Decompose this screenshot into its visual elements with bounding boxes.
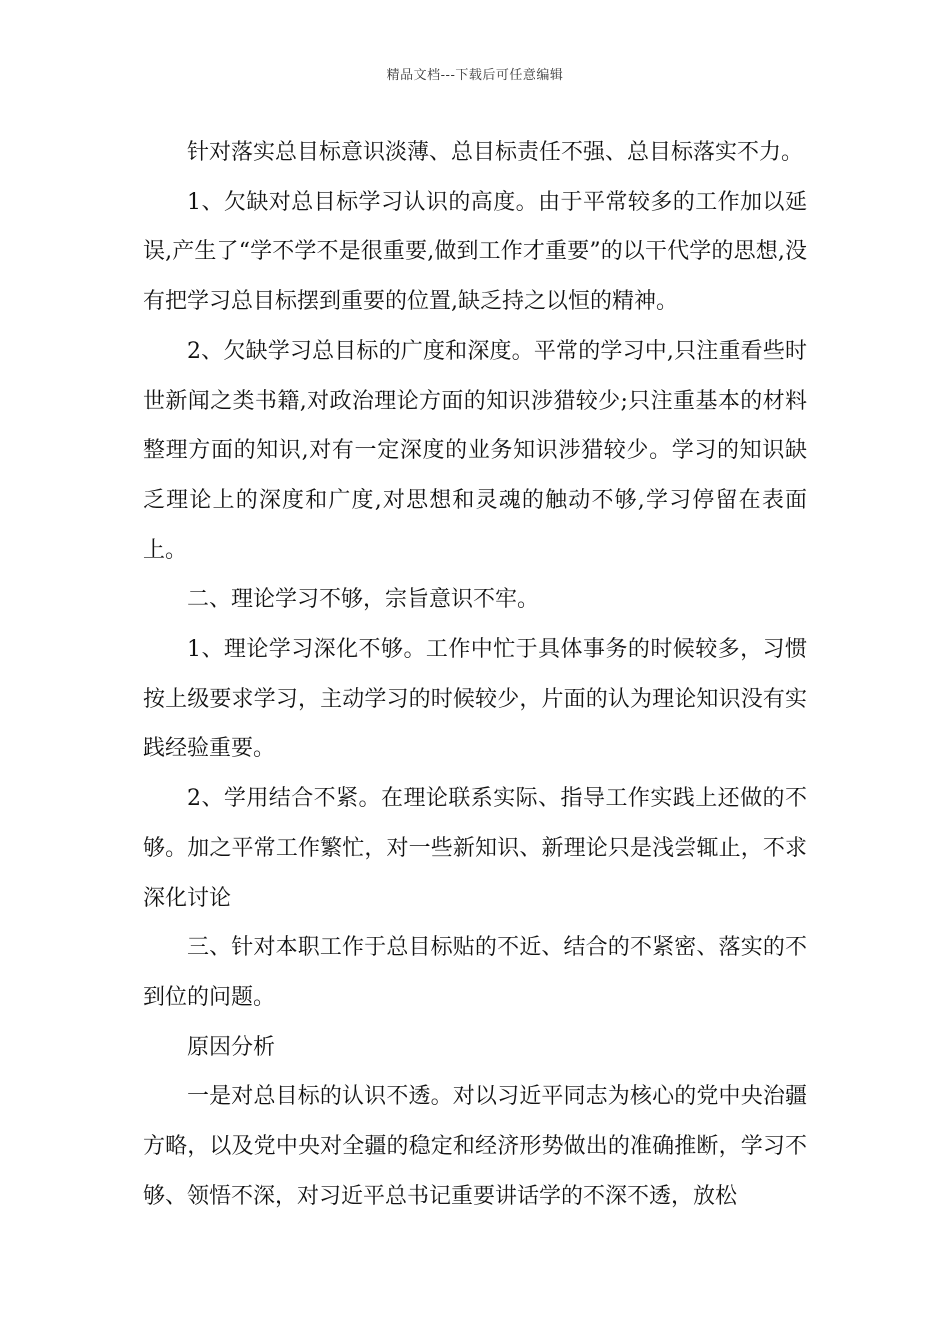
page-header: 精品文档---下载后可任意编辑 [386, 68, 564, 83]
paragraph: 2、欠缺学习总目标的广度和深度。平常的学习中,只注重看些时世新闻之类书籍,对政治理论方面的知识涉猎较少;只注重基本的材料整理方面的知识,对有一定深度的业务知识涉猎较少。学习的知识缺乏理论上的深度和广度,对思想和灵魂的触动不够,学习停留在表面上。 [143, 338, 807, 563]
paragraph: 一是对总目标的认识不透。对以习近平同志为核心的党中央治疆方略，以及党中央对全疆的稳定和经济形势做出的准确推断，学习不够、领悟不深，对习近平总书记重要讲话学的不深不透，放松 [143, 1084, 807, 1209]
section-heading: 三、针对本职工作于总目标贴的不近、结合的不紧密、落实的不到位的问题。 [143, 935, 807, 1010]
section-heading: 二、理论学习不够，宗旨意识不牢。 [187, 587, 540, 613]
paragraph: 针对落实总目标意识淡薄、总目标责任不强、总目标落实不力。 [187, 140, 804, 165]
document-body [143, 128, 807, 1221]
subheading: 原因分析 [187, 1034, 276, 1060]
paragraph: 1、欠缺对总目标学习认识的高度。由于平常较多的工作加以延误,产生了“学不学不是很重要,做到工作才重要”的以干代学的思想,没有把学习总目标摆到重要的位置,缺乏持之以恒的精神。 [143, 189, 807, 315]
paragraph: 1、理论学习深化不够。工作中忙于具体事务的时候较多，习惯按上级要求学习，主动学习的时候较少，片面的认为理论知识没有实践经验重要。 [143, 637, 807, 762]
paragraph: 2、学用结合不紧。在理论联系实际、指导工作实践上还做的不够。加之平常工作繁忙，对一些新知识、新理论只是浅尝辄止，不求深化讨论 [143, 786, 807, 911]
